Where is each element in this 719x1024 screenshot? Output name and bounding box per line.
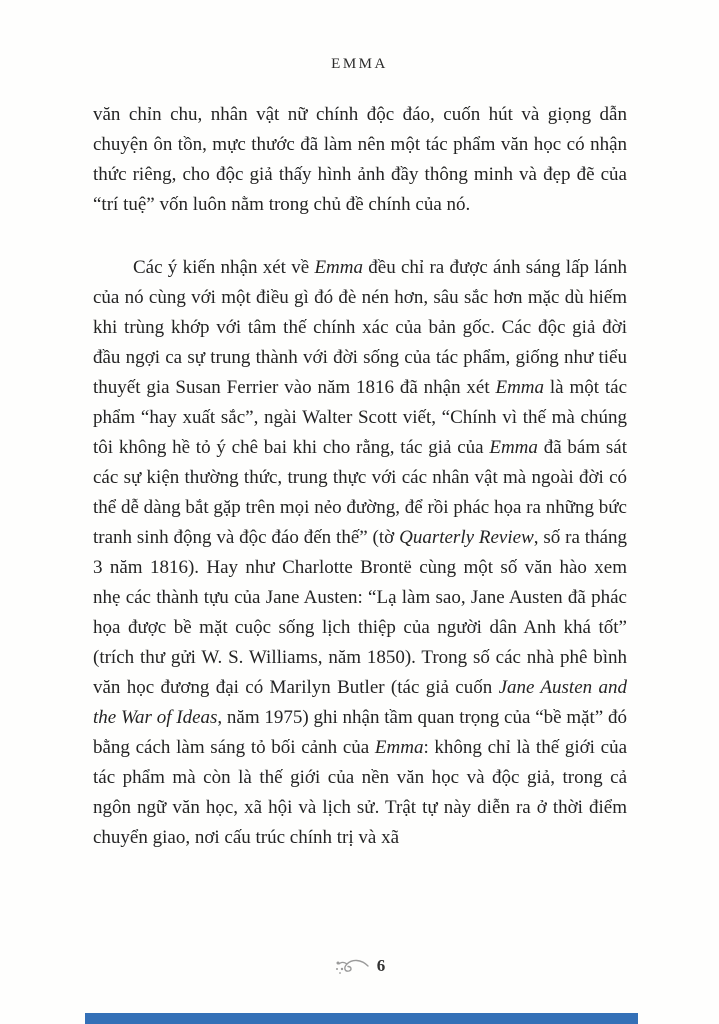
bottom-edge-strip	[85, 1013, 638, 1024]
page-body	[93, 100, 627, 853]
page-footer	[0, 956, 719, 976]
paragraph: văn chỉn chu, nhân vật nữ chính độc đáo, cuốn hút và giọng dẫn chuyện ôn tồn, mực thước đã làm nên một tác phẩm văn học có nhận thức riêng, cho độc giả thấy hình ảnh đầy thông minh và đẹp đẽ của “trí tuệ” vốn luôn nằm trong chủ đề chính của nó.	[93, 104, 627, 215]
paragraph: Các ý kiến nhận xét về Emma đều chỉ ra được ánh sáng lấp lánh của nó cùng với một điều gì đó đè nén hơn, sâu sắc hơn mặc dù hiếm khi trùng khớp với tâm thế chính xác của bản gốc. Các độc giả đời đầu ngợi ca sự trung thành với đời sống của tác phẩm, giống như tiểu thuyết gia Susan Ferrier vào năm 1816 đã nhận xét Emma là một tác phẩm “hay xuất sắc”, ngài Walter Scott viết, “Chính vì thế mà chúng tôi không hề tỏ ý chê bai khi cho rằng, tác giả của Emma đã bám sát các sự kiện thường thức, trung thực với các nhân vật mà ngoài đời có thể dễ dàng bắt gặp trên mọi nẻo đường, để rồi phác họa ra những bức tranh sinh động và độc đáo đến thế” (tờ Quarterly Review, số ra tháng 3 năm 1816). Hay như Charlotte Brontë cùng một số văn hào xem nhẹ các thành tựu của Jane Austen: “Lạ làm sao, Jane Austen đã phác họa được bề mặt cuộc sống lịch thiệp của người dân Anh khá tốt” (trích thư gửi W. S. Williams, năm 1850). Trong số các nhà phê bình văn học đương đại có Marilyn Butler (tác giả cuốn Jane Austen and the War of Ideas, năm 1975) ghi nhận tầm quan trọng của “bề mặt” đó bằng cách làm sáng tỏ bối cảnh của Emma: không chỉ là thế giới của tác phẩm mà còn là thế giới của nền văn học và độc giả, trong cả ngôn ngữ văn học, xã hội và lịch sử. Trật tự này diễn ra ở thời điểm chuyển giao, nơi cấu trúc chính trị và xã	[93, 257, 628, 848]
page-number: 6	[376, 956, 386, 975]
flourish-icon	[334, 956, 370, 976]
running-head: EMMA	[331, 56, 388, 72]
